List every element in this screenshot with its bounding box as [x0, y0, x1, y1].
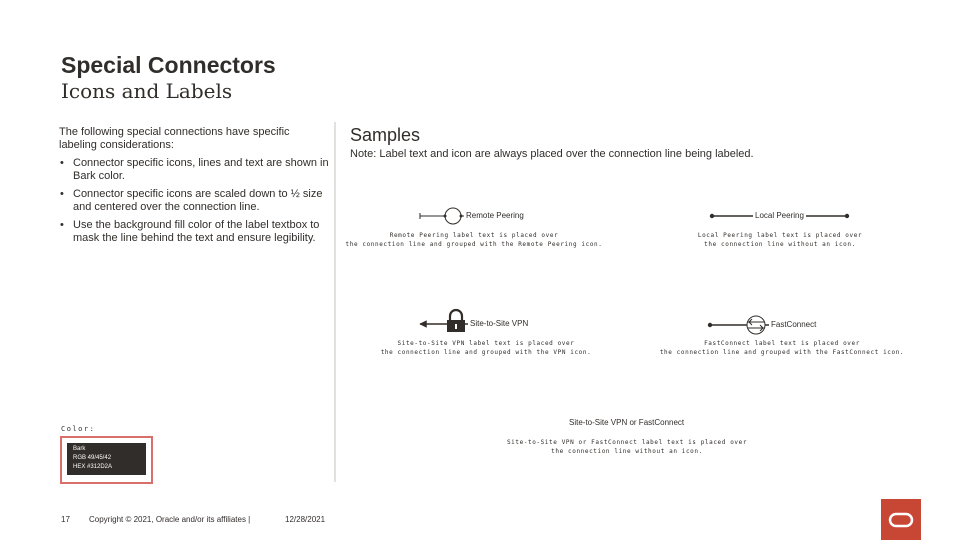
oracle-logo-mark: [881, 499, 921, 540]
bullet-marker: •: [60, 219, 64, 231]
lock-icon: [447, 310, 465, 332]
remote-peering-label: Remote Peering: [466, 211, 524, 220]
description-line: Local Peering label text is placed over: [697, 232, 863, 239]
description-line: Site-to-Site VPN label text is placed over: [397, 340, 575, 347]
description-line: the connection line and grouped with the VPN icon.: [380, 349, 592, 356]
page-title: Special Connectors: [61, 52, 276, 78]
vpn-or-fastconnect-label: Site-to-Site VPN or FastConnect: [569, 418, 685, 427]
fastconnect-label: FastConnect: [771, 320, 817, 329]
samples-title: Samples: [350, 125, 421, 145]
description-line: Site-to-Site VPN or FastConnect label text is placed over: [506, 439, 748, 446]
description-line: the connection line without an icon.: [704, 241, 856, 248]
remote-peering-icon: [444, 208, 463, 224]
oracle-logo-icon: [881, 499, 921, 540]
samples-note: Note: Label text and icon are always placed over the connection line being labeled.: [350, 148, 754, 160]
color-label: Color:: [61, 425, 96, 433]
bullet-text: Connector specific icons, lines and text are shown in Bark color.: [73, 157, 329, 182]
vpn-or-fastconnect-description: [497, 438, 757, 456]
description-line: Remote Peering label text is placed over: [389, 232, 559, 239]
footer-date: 12/28/2021: [285, 515, 326, 524]
description-line: the connection line and grouped with the Remote Peering icon.: [345, 241, 603, 248]
fastconnect-icon: [747, 316, 765, 334]
local-peering-label: Local Peering: [755, 211, 804, 220]
fastconnect-description: [646, 339, 918, 357]
fastconnect-connector: [708, 316, 770, 334]
copyright-text: Copyright © 2021, Oracle and/or its affiliates |: [89, 515, 251, 524]
bullet-marker: •: [60, 157, 64, 169]
site-to-site-vpn-label: Site-to-Site VPN: [470, 319, 529, 328]
bullet-text: Use the background fill color of the label textbox to mask the line behind the text and ensure legibility.: [73, 219, 320, 244]
color-hex: HEX #312D2A: [73, 464, 113, 470]
bullet-text: Connector specific icons are scaled down to ½ size and centered over the connection line.: [73, 188, 323, 213]
page-subtitle: Icons and Labels: [61, 79, 233, 103]
local-peering-description: [665, 231, 895, 249]
description-line: the connection line and grouped with the FastConnect icon.: [659, 349, 905, 356]
color-swatch-bark: [67, 443, 146, 475]
page-number: 17: [61, 515, 70, 524]
description-line: the connection line without an icon.: [551, 448, 703, 455]
description-line: FastConnect label text is placed over: [704, 340, 860, 347]
color-rgb: RGB 49/45/42: [73, 455, 112, 461]
remote-peering-description: [336, 231, 612, 249]
site-to-site-vpn-description: [366, 339, 606, 357]
color-name: Bark: [73, 446, 86, 452]
bullet-marker: •: [60, 188, 64, 200]
site-to-site-vpn-connector: [420, 310, 470, 332]
intro-text: The following special connections have specific labeling considerations:: [59, 126, 290, 151]
